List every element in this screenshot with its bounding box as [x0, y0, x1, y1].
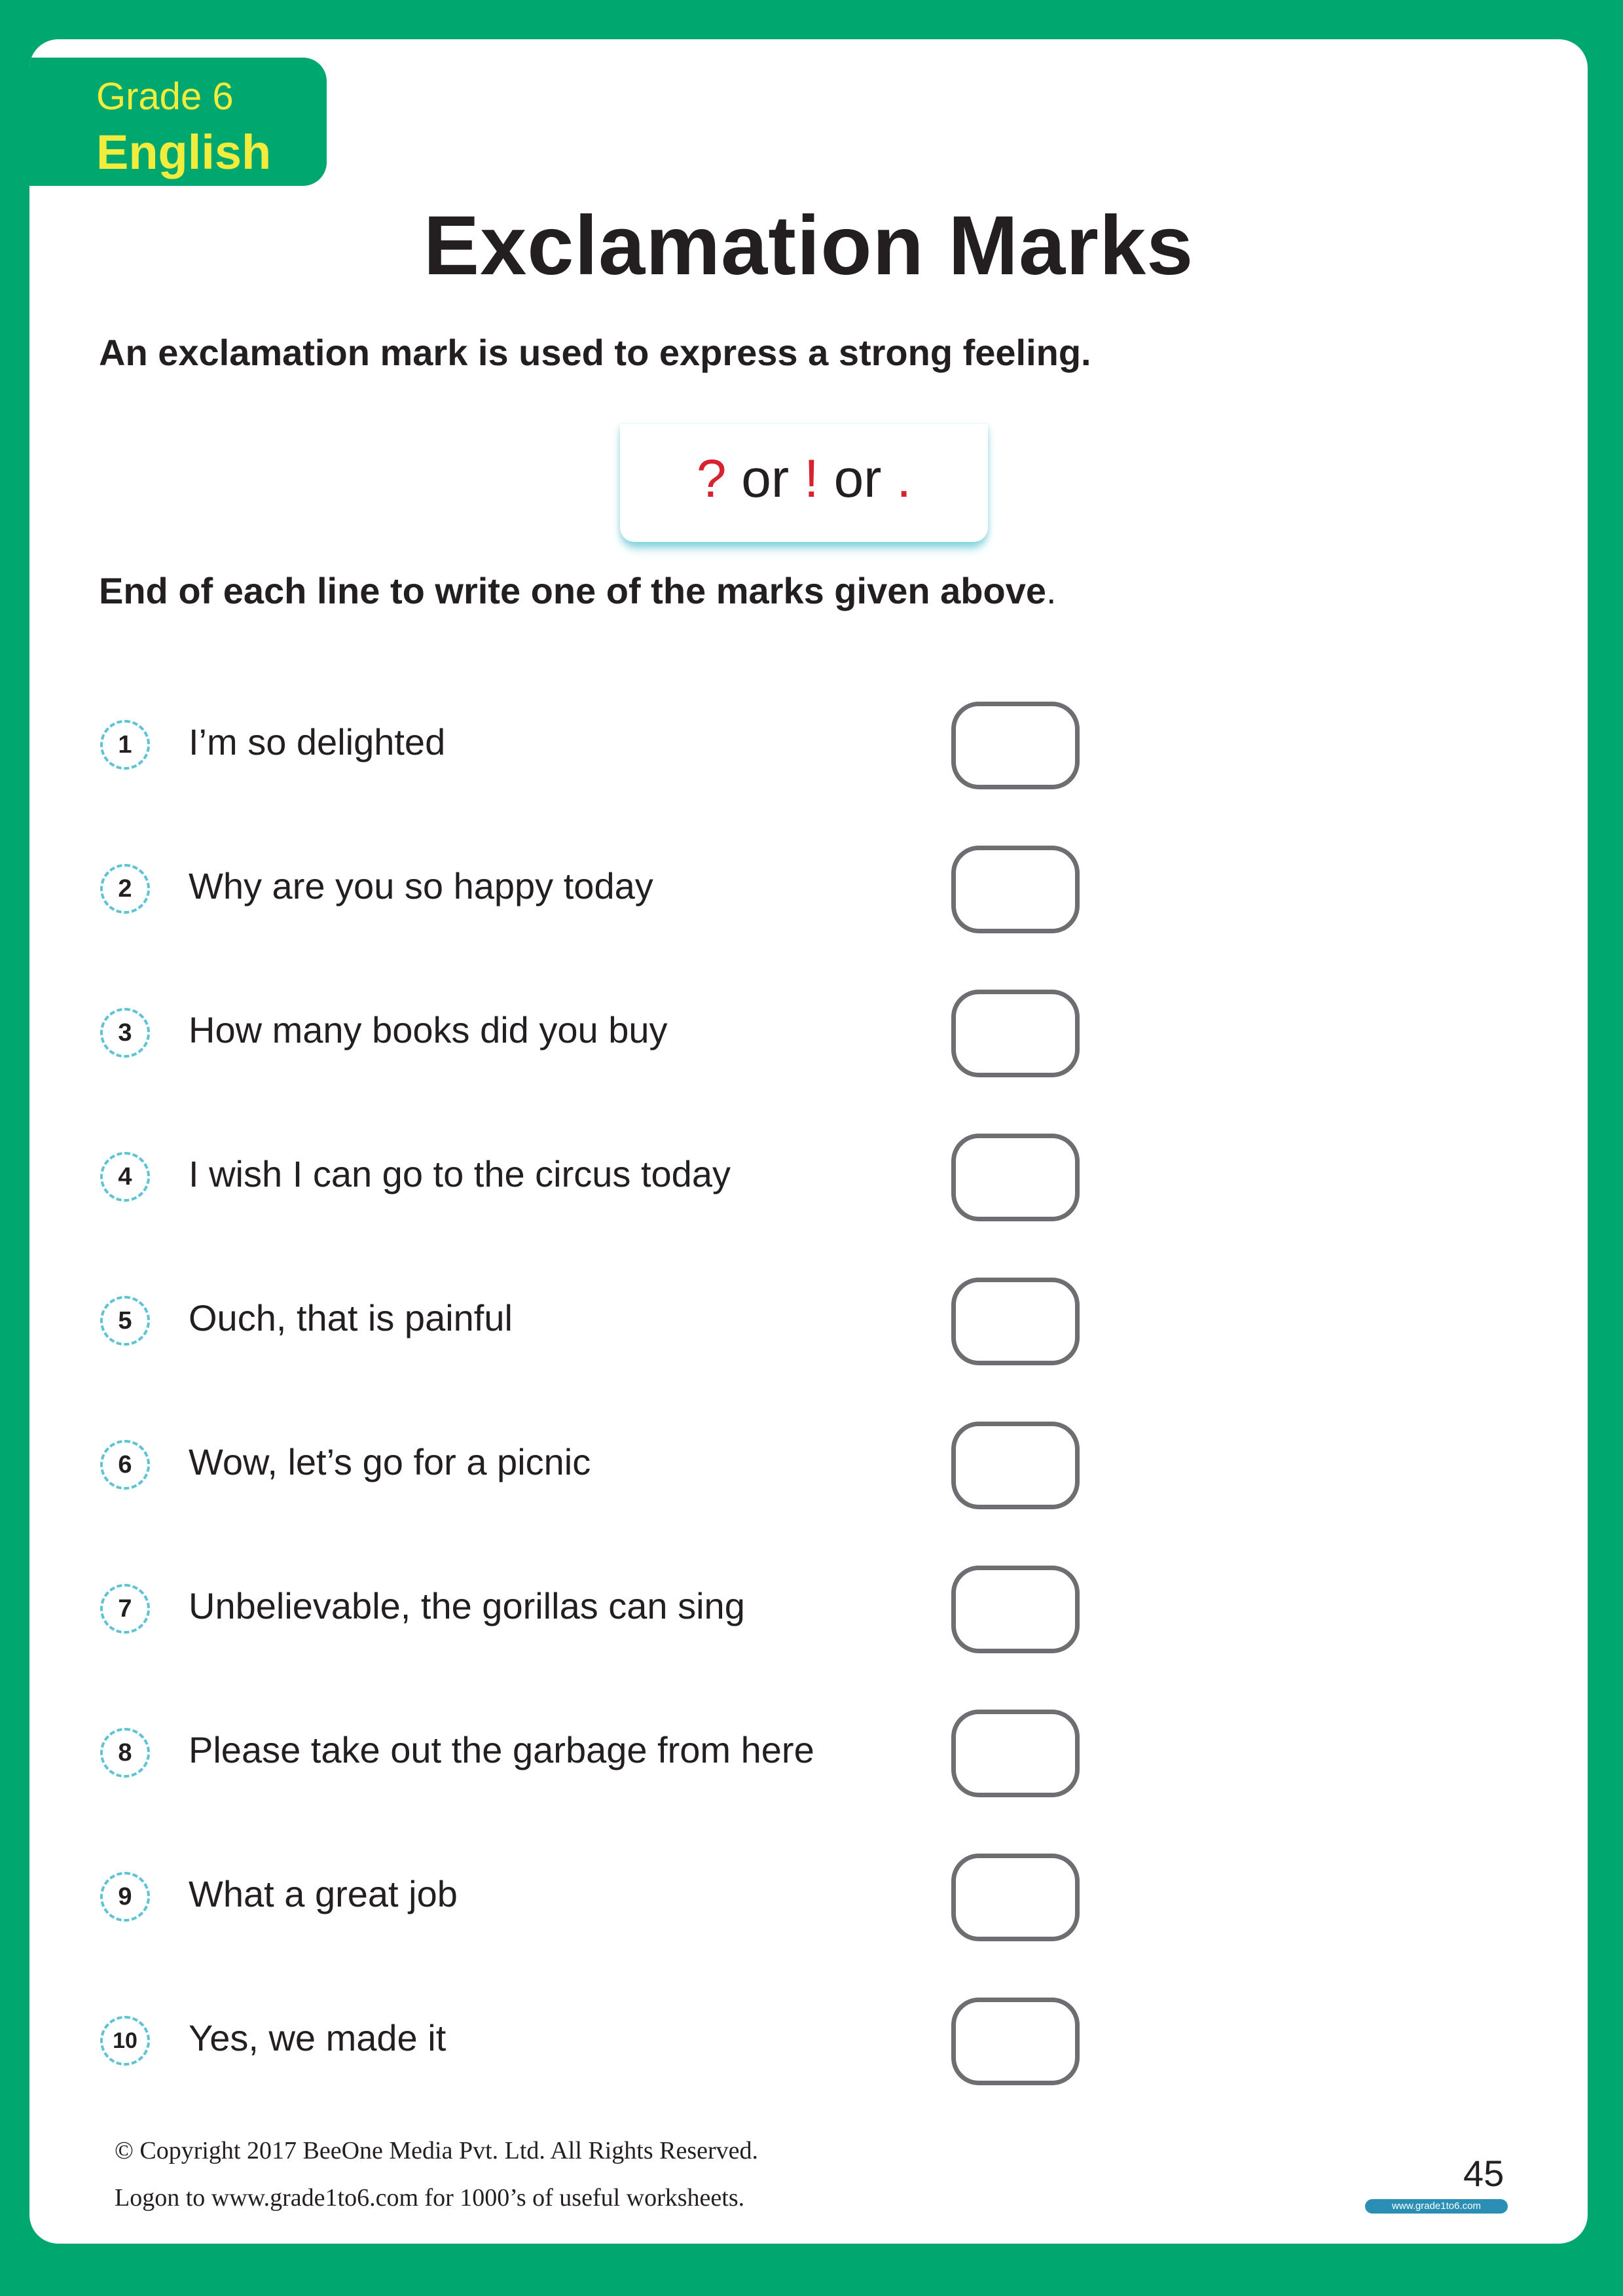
grade-label: Grade 6 [96, 75, 234, 118]
or-separator: or [818, 449, 897, 509]
question-number-badge: 7 [100, 1584, 150, 1634]
page-number: 45 [1463, 2153, 1504, 2194]
question-text: Unbelievable, the gorillas can sing [189, 1585, 745, 1626]
question-text: I’m so delighted [189, 721, 446, 762]
full-stop-mark: . [896, 449, 912, 509]
answer-box[interactable] [951, 1422, 1080, 1509]
question-number-badge: 4 [100, 1152, 150, 1202]
question-mark: ? [696, 449, 727, 509]
question-text: Please take out the garbage from here [189, 1729, 814, 1770]
list-item [29, 1998, 1588, 2089]
answer-box[interactable] [951, 1134, 1080, 1221]
intro-text: An exclamation mark is used to express a strong feeling. [99, 332, 1091, 373]
question-text: How many books did you buy [189, 1009, 668, 1050]
list-item [29, 990, 1588, 1081]
list-item [29, 702, 1588, 793]
question-text: What a great job [189, 1873, 458, 1914]
list-item [29, 1854, 1588, 1945]
list-item [29, 1422, 1588, 1513]
subject-label: English [96, 125, 272, 179]
answer-box[interactable] [951, 1710, 1080, 1797]
answer-box[interactable] [951, 990, 1080, 1077]
question-number-badge: 10 [100, 2016, 150, 2066]
page-title: Exclamation Marks [423, 199, 1194, 293]
list-item [29, 1710, 1588, 1801]
answer-box[interactable] [951, 846, 1080, 933]
question-text: I wish I can go to the circus today [189, 1153, 731, 1194]
answer-box[interactable] [951, 1566, 1080, 1653]
instruction-body: End of each line to write one of the marks given above [99, 570, 1046, 611]
question-number-badge: 1 [100, 720, 150, 770]
answer-box[interactable] [951, 1278, 1080, 1365]
answer-box[interactable] [951, 702, 1080, 789]
copyright-text: © Copyright 2017 BeeOne Media Pvt. Ltd. All Rights Reserved. [115, 2137, 759, 2164]
list-item [29, 1566, 1588, 1657]
question-text: Yes, we made it [189, 2017, 447, 2058]
list-item [29, 1134, 1588, 1225]
exclamation-mark: ! [804, 449, 819, 509]
answer-box[interactable] [951, 1998, 1080, 2085]
worksheet-page [29, 39, 1588, 2244]
instruction-period: . [1046, 570, 1057, 611]
question-number-badge: 9 [100, 1872, 150, 1922]
question-number-badge: 2 [100, 864, 150, 914]
question-number-badge: 5 [100, 1296, 150, 1346]
question-text: Ouch, that is painful [189, 1297, 513, 1338]
list-item [29, 1278, 1588, 1369]
list-item [29, 846, 1588, 937]
question-number-badge: 6 [100, 1440, 150, 1490]
question-list [29, 39, 1588, 2244]
question-number-badge: 3 [100, 1008, 150, 1058]
or-separator: or [726, 449, 804, 509]
site-badge: www.grade1to6.com [1365, 2199, 1508, 2214]
answer-box[interactable] [951, 1854, 1080, 1941]
question-text: Why are you so happy today [189, 865, 653, 906]
question-number-badge: 8 [100, 1728, 150, 1778]
logon-text: Logon to www.grade1to6.com for 1000’s of useful worksheets. [115, 2184, 745, 2212]
question-text: Wow, let’s go for a picnic [189, 1441, 591, 1482]
